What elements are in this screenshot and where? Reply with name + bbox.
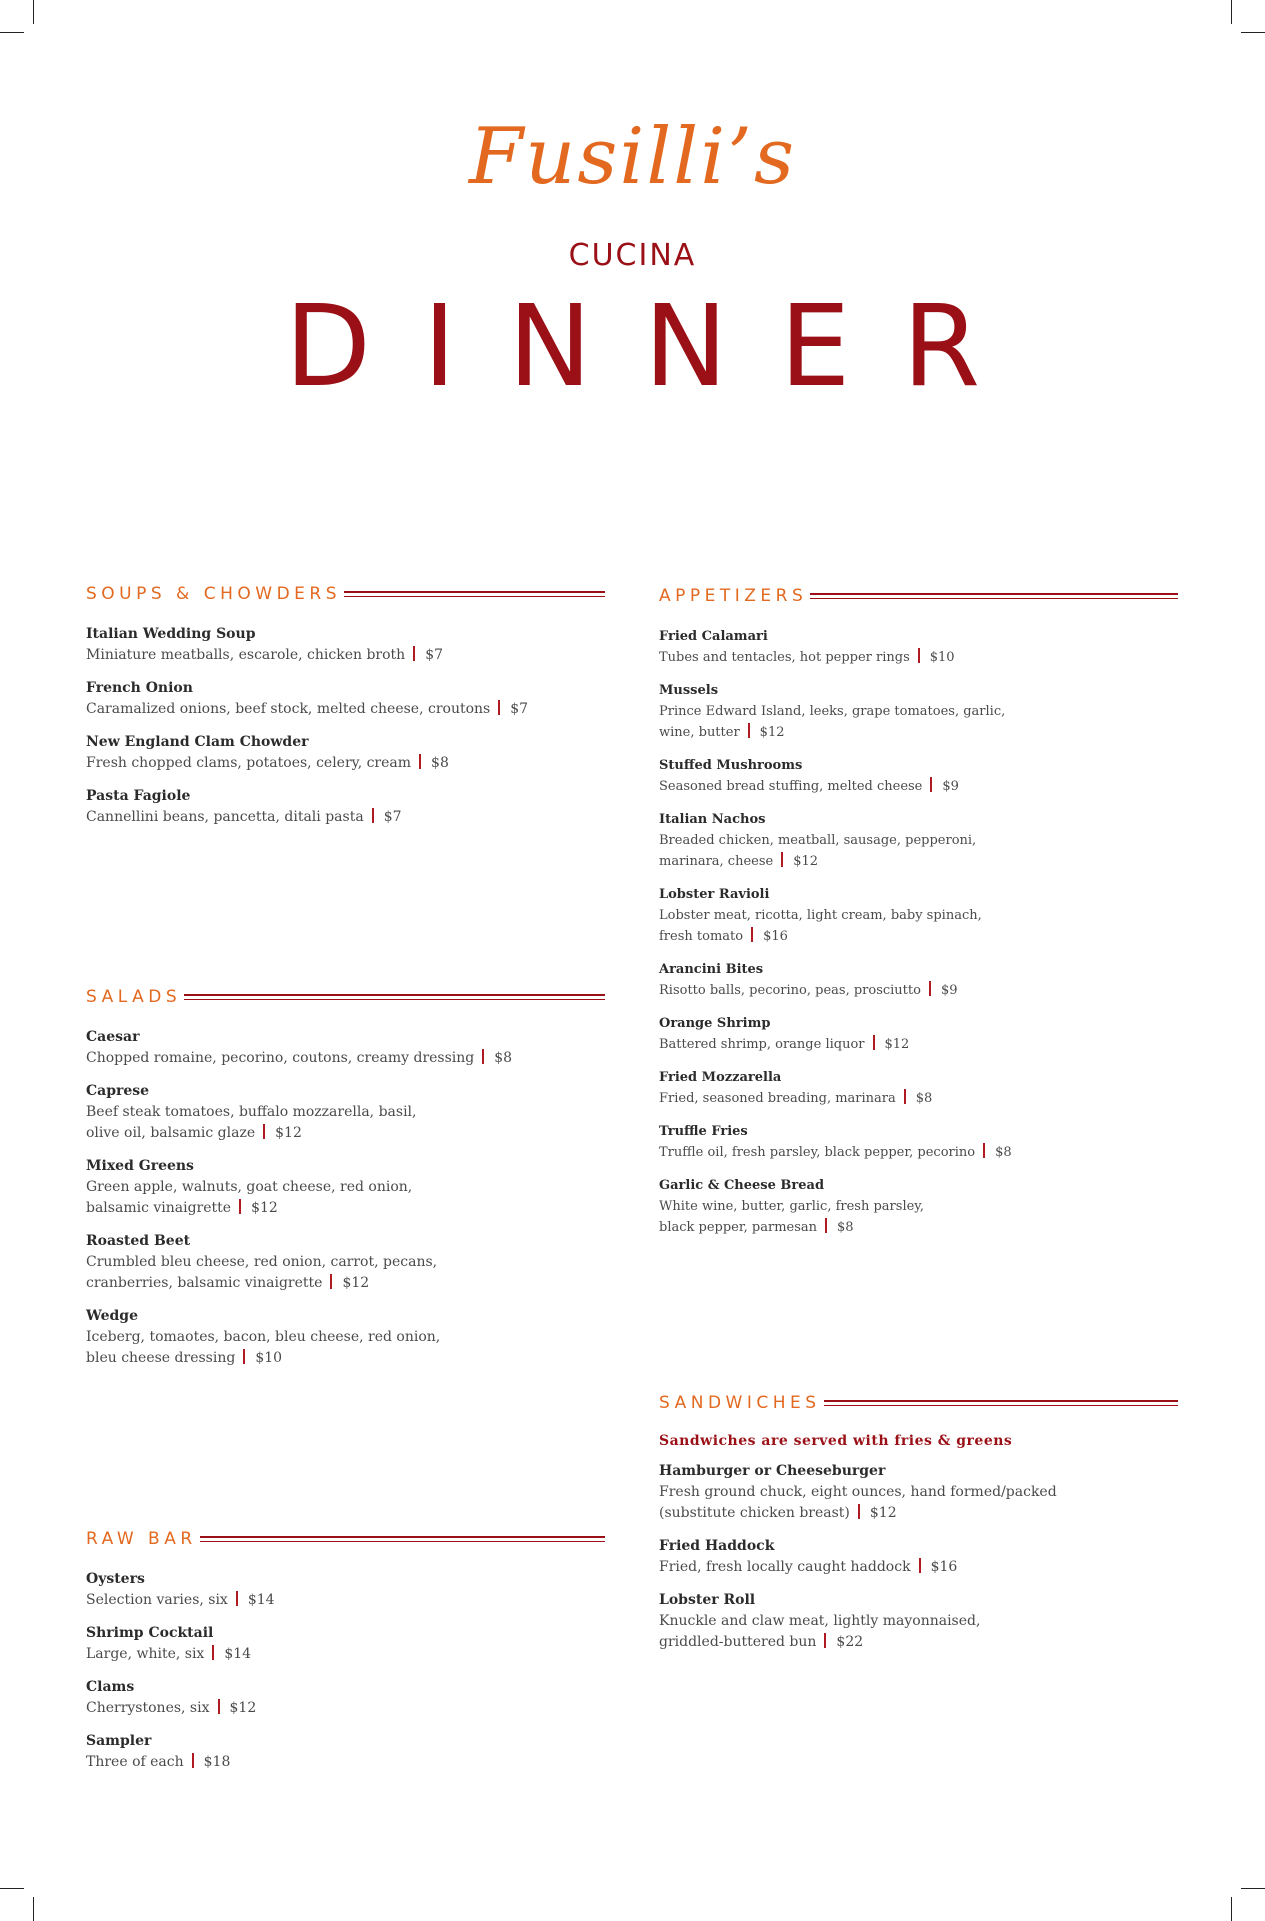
menu-item-price: $9 bbox=[942, 779, 959, 794]
price-divider bbox=[218, 1699, 220, 1714]
menu-item-price: $12 bbox=[793, 854, 819, 869]
menu-item-description bbox=[659, 1503, 1178, 1524]
description-text: Fresh chopped clams, potatoes, celery, cream bbox=[86, 755, 412, 771]
description-text: Beef steak tomatoes, buffalo mozzarella, basil, bbox=[86, 1104, 417, 1120]
crop-mark bbox=[0, 32, 24, 33]
sandwich-note: Sandwiches are served with fries & greens bbox=[659, 1433, 1013, 1449]
menu-item bbox=[659, 1590, 1178, 1653]
menu-item-name: Caesar bbox=[86, 1029, 140, 1045]
price-divider bbox=[918, 648, 920, 663]
price-divider bbox=[498, 700, 500, 715]
menu-item-name: New England Clam Chowder bbox=[86, 734, 309, 750]
menu-item-price: $7 bbox=[383, 809, 402, 825]
description-text: Breaded chicken, meatball, sausage, pepperoni, bbox=[659, 833, 977, 848]
menu-item bbox=[86, 1156, 605, 1219]
menu-item bbox=[86, 1231, 605, 1294]
description-text: Fresh ground chuck, eight ounces, hand formed/packed bbox=[659, 1484, 1057, 1500]
price-divider bbox=[236, 1591, 238, 1606]
menu-item-price: $16 bbox=[930, 1559, 958, 1575]
section-title: SANDWICHES bbox=[659, 1393, 821, 1413]
menu-item-description bbox=[659, 1034, 1178, 1055]
section-title: SOUPS & CHOWDERS bbox=[86, 584, 341, 604]
price-divider bbox=[243, 1349, 245, 1364]
crop-mark bbox=[1231, 0, 1232, 24]
description-text: Three of each bbox=[86, 1754, 184, 1770]
description-text: Miniature meatballs, escarole, chicken broth bbox=[86, 647, 406, 663]
menu-item bbox=[659, 1461, 1178, 1524]
price-divider bbox=[751, 927, 753, 942]
description-text: Tubes and tentacles, hot pepper rings bbox=[659, 650, 910, 665]
menu-item bbox=[659, 1067, 1178, 1109]
description-text: Battered shrimp, orange liquor bbox=[659, 1037, 865, 1052]
menu-item-description bbox=[86, 1252, 605, 1273]
menu-item bbox=[86, 624, 605, 666]
description-text: White wine, butter, garlic, fresh parsley, bbox=[659, 1199, 925, 1214]
menu-item-description bbox=[659, 926, 1178, 947]
price-divider bbox=[330, 1274, 332, 1289]
section-title: RAW BAR bbox=[86, 1529, 197, 1549]
section-rule bbox=[184, 994, 605, 1000]
section-appetizers bbox=[659, 586, 1178, 1250]
menu-item bbox=[659, 1121, 1178, 1163]
description-text: fresh tomato bbox=[659, 929, 744, 944]
price-divider bbox=[263, 1124, 265, 1139]
restaurant-logo-subtitle: CUCINA bbox=[568, 238, 697, 273]
menu-item-description bbox=[659, 1557, 1178, 1578]
menu-item-price: $10 bbox=[255, 1350, 283, 1366]
menu-item-description bbox=[659, 701, 1178, 722]
menu-item-name: Sampler bbox=[86, 1733, 152, 1749]
crop-mark bbox=[1241, 32, 1265, 33]
menu-item-description bbox=[86, 753, 605, 774]
price-divider bbox=[824, 1633, 826, 1648]
menu-item-description bbox=[86, 1048, 605, 1069]
price-divider bbox=[482, 1049, 484, 1064]
menu-item-description bbox=[86, 1177, 605, 1198]
menu-item bbox=[659, 626, 1178, 668]
description-text: Fried, seasoned breading, marinara bbox=[659, 1091, 896, 1106]
menu-item bbox=[659, 1175, 1178, 1238]
item-list bbox=[86, 1569, 605, 1773]
menu-item-description bbox=[659, 647, 1178, 668]
menu-item-name: Arancini Bites bbox=[659, 962, 764, 977]
menu-item bbox=[86, 678, 605, 720]
menu-item bbox=[86, 1569, 605, 1611]
price-divider bbox=[192, 1753, 194, 1768]
price-divider bbox=[904, 1089, 906, 1104]
menu-item bbox=[659, 680, 1178, 743]
menu-item-price: $7 bbox=[425, 647, 444, 663]
price-divider bbox=[748, 723, 750, 738]
crop-mark bbox=[1231, 1897, 1232, 1921]
price-divider bbox=[983, 1143, 985, 1158]
section-rule bbox=[810, 593, 1178, 599]
menu-item-description bbox=[659, 1142, 1178, 1163]
menu-item bbox=[86, 1623, 605, 1665]
price-divider bbox=[825, 1218, 827, 1233]
menu-item-name: Roasted Beet bbox=[86, 1233, 191, 1249]
menu-item-description bbox=[86, 1327, 605, 1348]
menu-item bbox=[86, 786, 605, 828]
menu-item-name: Stuffed Mushrooms bbox=[659, 758, 803, 773]
menu-item-name: Oysters bbox=[86, 1571, 145, 1587]
menu-item-name: Hamburger or Cheeseburger bbox=[659, 1463, 886, 1479]
menu-item-name: Pasta Fagiole bbox=[86, 788, 191, 804]
menu-item-description bbox=[659, 1611, 1178, 1632]
price-divider bbox=[372, 808, 374, 823]
description-text: Crumbled bleu cheese, red onion, carrot, pecans, bbox=[86, 1254, 438, 1270]
menu-item bbox=[86, 1677, 605, 1719]
menu-item-price: $18 bbox=[203, 1754, 231, 1770]
description-text: Risotto balls, pecorino, peas, prosciutto bbox=[659, 983, 921, 998]
description-text: Green apple, walnuts, goat cheese, red onion, bbox=[86, 1179, 413, 1195]
crop-mark bbox=[1241, 1888, 1265, 1889]
menu-item bbox=[659, 755, 1178, 797]
menu-item-price: $12 bbox=[884, 1037, 910, 1052]
section-rule bbox=[824, 1400, 1178, 1406]
price-divider bbox=[413, 646, 415, 661]
description-text: balsamic vinaigrette bbox=[86, 1200, 232, 1216]
price-divider bbox=[239, 1199, 241, 1214]
menu-item-name: Fried Mozzarella bbox=[659, 1070, 782, 1085]
menu-item-price: $8 bbox=[837, 1220, 854, 1235]
menu-item-name: Truffle Fries bbox=[659, 1124, 748, 1139]
section-raw-bar bbox=[86, 1529, 605, 1785]
menu-item bbox=[86, 1027, 605, 1069]
menu-item-name: Fried Calamari bbox=[659, 629, 768, 644]
price-divider bbox=[781, 852, 783, 867]
description-text: griddled-buttered bun bbox=[659, 1634, 817, 1650]
menu-title: DINNER bbox=[284, 282, 1033, 412]
menu-item-description bbox=[86, 1698, 605, 1719]
menu-item-description bbox=[86, 807, 605, 828]
menu-item-price: $12 bbox=[229, 1700, 257, 1716]
crop-mark bbox=[0, 1888, 24, 1889]
menu-item-name: Italian Wedding Soup bbox=[86, 626, 256, 642]
description-text: Cherrystones, six bbox=[86, 1700, 210, 1716]
menu-item-name: Fried Haddock bbox=[659, 1538, 775, 1554]
description-text: Fried, fresh locally caught haddock bbox=[659, 1559, 911, 1575]
item-list bbox=[86, 624, 605, 828]
menu-item-description bbox=[659, 1088, 1178, 1109]
menu-item-price: $8 bbox=[494, 1050, 513, 1066]
menu-item-description bbox=[86, 1273, 605, 1294]
menu-item-description bbox=[86, 1752, 605, 1773]
menu-item bbox=[659, 959, 1178, 1001]
menu-item-description bbox=[86, 645, 605, 666]
section-rule bbox=[200, 1536, 605, 1542]
menu-item bbox=[659, 884, 1178, 947]
menu-item-name: Italian Nachos bbox=[659, 812, 766, 827]
description-text: Lobster meat, ricotta, light cream, baby spinach, bbox=[659, 908, 982, 923]
description-text: wine, butter bbox=[659, 725, 740, 740]
menu-item-price: $12 bbox=[275, 1125, 302, 1141]
menu-item-price: $14 bbox=[247, 1592, 275, 1608]
menu-item bbox=[86, 1731, 605, 1773]
description-text: Cannellini beans, pancetta, ditali pasta bbox=[86, 809, 364, 825]
menu-item-name: Wedge bbox=[86, 1308, 138, 1324]
menu-item-description bbox=[86, 699, 605, 720]
menu-item-price: $8 bbox=[915, 1091, 933, 1106]
menu-item-price: $12 bbox=[869, 1505, 897, 1521]
menu-item-description bbox=[659, 1632, 1178, 1653]
description-text: black pepper, parmesan bbox=[659, 1220, 818, 1235]
menu-item-name: Mussels bbox=[659, 683, 719, 698]
section-soups bbox=[86, 584, 605, 840]
price-divider bbox=[858, 1504, 860, 1519]
menu-item-price: $12 bbox=[342, 1275, 370, 1291]
menu-item-price: $22 bbox=[836, 1634, 864, 1650]
menu-item-description bbox=[86, 1590, 605, 1611]
menu-item-name: Shrimp Cocktail bbox=[86, 1625, 214, 1641]
menu-item-description bbox=[659, 776, 1178, 797]
description-text: Chopped romaine, pecorino, coutons, creamy dressing bbox=[86, 1050, 475, 1066]
menu-item bbox=[659, 1536, 1178, 1578]
menu-item-description bbox=[659, 1482, 1178, 1503]
description-text: Caramalized onions, beef stock, melted cheese, croutons bbox=[86, 701, 491, 717]
menu-item-description bbox=[659, 905, 1178, 926]
price-divider bbox=[930, 777, 932, 792]
menu-item bbox=[659, 809, 1178, 872]
menu-item-price: $7 bbox=[510, 701, 529, 717]
item-list bbox=[659, 1461, 1178, 1653]
menu-item-description bbox=[659, 1217, 1178, 1238]
description-text: Truffle oil, fresh parsley, black pepper, pecorino bbox=[659, 1145, 976, 1160]
description-text: Knuckle and claw meat, lightly mayonnaised, bbox=[659, 1613, 981, 1629]
menu-item bbox=[86, 1081, 605, 1144]
description-text: Seasoned bread stuffing, melted cheese bbox=[659, 779, 923, 794]
menu-item-price: $10 bbox=[929, 650, 955, 665]
crop-mark bbox=[33, 0, 34, 24]
menu-item-price: $8 bbox=[995, 1145, 1012, 1160]
menu-item-price: $8 bbox=[431, 755, 449, 771]
price-divider bbox=[929, 981, 931, 996]
menu-item-price: $9 bbox=[940, 983, 958, 998]
description-text: Selection varies, six bbox=[86, 1592, 228, 1608]
menu-item-price: $16 bbox=[763, 929, 788, 944]
section-title: SALADS bbox=[86, 987, 182, 1007]
menu-item-description bbox=[86, 1102, 605, 1123]
description-text: cranberries, balsamic vinaigrette bbox=[86, 1275, 323, 1291]
price-divider bbox=[919, 1558, 921, 1573]
description-text: Prince Edward Island, leeks, grape tomatoes, garlic, bbox=[659, 704, 1006, 719]
menu-item-description bbox=[86, 1348, 605, 1369]
menu-item-description bbox=[659, 1196, 1178, 1217]
price-divider bbox=[873, 1035, 875, 1050]
section-title: APPETIZERS bbox=[659, 586, 808, 606]
item-list bbox=[86, 1027, 605, 1369]
menu-item-name: Garlic & Cheese Bread bbox=[659, 1178, 825, 1193]
section-sandwiches bbox=[659, 1393, 1178, 1665]
menu-item-price: $12 bbox=[759, 725, 785, 740]
menu-item-name: French Onion bbox=[86, 680, 193, 696]
section-salads bbox=[86, 987, 605, 1381]
menu-item-name: Orange Shrimp bbox=[659, 1016, 771, 1031]
description-text: Large, white, six bbox=[86, 1646, 205, 1662]
menu-item-description bbox=[659, 830, 1178, 851]
description-text: olive oil, balsamic glaze bbox=[86, 1125, 256, 1141]
menu-item-name: Caprese bbox=[86, 1083, 150, 1099]
item-list bbox=[659, 626, 1178, 1238]
menu-item-description bbox=[659, 722, 1178, 743]
description-text: marinara, cheese bbox=[659, 854, 774, 869]
menu-item-description bbox=[86, 1644, 605, 1665]
menu-item bbox=[86, 732, 605, 774]
description-text: bleu cheese dressing bbox=[86, 1350, 236, 1366]
menu-item bbox=[86, 1306, 605, 1369]
menu-item-description bbox=[86, 1198, 605, 1219]
menu-item-description bbox=[86, 1123, 605, 1144]
menu-item-name: Lobster Roll bbox=[659, 1592, 756, 1608]
menu-item bbox=[659, 1013, 1178, 1055]
menu-item-price: $14 bbox=[224, 1646, 252, 1662]
section-rule bbox=[344, 591, 605, 597]
crop-mark bbox=[33, 1897, 34, 1921]
price-divider bbox=[419, 754, 421, 769]
menu-item-description bbox=[659, 980, 1178, 1001]
menu-item-description bbox=[659, 851, 1178, 872]
description-text: (substitute chicken breast) bbox=[659, 1505, 850, 1521]
restaurant-logo-script: Fusilli’s bbox=[469, 112, 796, 202]
menu-item-price: $12 bbox=[251, 1200, 278, 1216]
menu-item-name: Lobster Ravioli bbox=[659, 887, 770, 902]
menu-item-name: Clams bbox=[86, 1679, 135, 1695]
description-text: Iceberg, tomaotes, bacon, bleu cheese, red onion, bbox=[86, 1329, 441, 1345]
price-divider bbox=[212, 1645, 214, 1660]
menu-item-name: Mixed Greens bbox=[86, 1158, 194, 1174]
